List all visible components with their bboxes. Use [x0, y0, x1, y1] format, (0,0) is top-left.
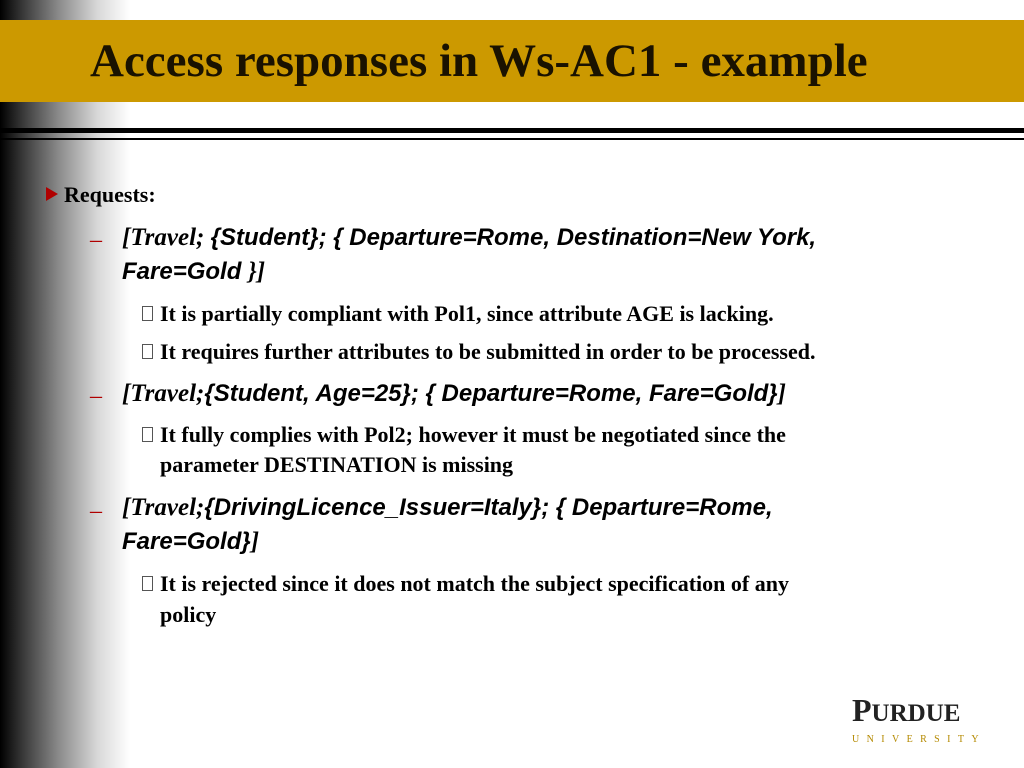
request-3: [122, 491, 1002, 559]
box-bullet-icon: [142, 427, 153, 442]
request-1-note-2-text: It requires further attributes to be submitted in order to be processed.: [160, 339, 816, 364]
box-bullet-icon: [142, 344, 153, 359]
purdue-logo: [852, 693, 997, 743]
request-1: [122, 221, 1002, 289]
request-3-note-1-text: It is rejected since it does not match the subject specification of any: [160, 571, 789, 596]
request-3-body: {DrivingLicence_Issuer=Italy}; { Departure=Rome,: [204, 494, 773, 521]
request-2: [122, 377, 1002, 411]
request-2-note-1: [160, 420, 1000, 450]
request-3-note-1-cont: policy: [160, 602, 217, 627]
box-bullet-icon: [142, 576, 153, 591]
slide-title: Access responses in Ws-AC1 - example: [90, 35, 868, 87]
request-2-note-1-cont: parameter DESTINATION is missing: [160, 452, 514, 477]
triangle-bullet-icon: [46, 187, 58, 201]
box-bullet-icon: [142, 306, 153, 321]
bullet-requests: [46, 181, 156, 209]
request-2-body: {Student, Age=25}; { Departure=Rome, Fare=Gold}: [204, 380, 778, 407]
request-1-note-1: [160, 299, 1000, 329]
logo-rest: URDUE: [871, 700, 961, 727]
request-1-note-2: [160, 337, 1000, 367]
request-2-open: [Travel;: [122, 380, 205, 407]
request-1-note-1-text: It is partially compliant with Pol1, since attribute AGE is lacking.: [160, 301, 774, 326]
request-1-body: {Student}; { Departure=Rome, Destination=New York,: [210, 224, 817, 251]
bullet-requests-label: Requests:: [64, 182, 156, 207]
dash-icon: –: [90, 227, 102, 253]
logo-initial: P: [852, 692, 872, 728]
request-1-body-cont: Fare=Gold: [122, 258, 249, 285]
logo-subtitle: UNIVERSITY: [852, 734, 986, 745]
request-1-close: }]: [248, 258, 266, 285]
request-2-close: ]: [777, 380, 786, 407]
request-3-open: [Travel;: [122, 494, 205, 521]
request-2-note-1-text: It fully complies with Pol2; however it must be negotiated since the: [160, 422, 786, 447]
request-3-close: ]: [250, 528, 260, 555]
request-3-note-1: [160, 569, 1000, 599]
request-3-body-cont: Fare=Gold}: [122, 528, 251, 555]
logo-wordmark: [852, 693, 997, 731]
dash-icon: –: [90, 383, 102, 409]
dash-icon: –: [90, 498, 102, 524]
request-1-open: [Travel;: [122, 224, 211, 251]
